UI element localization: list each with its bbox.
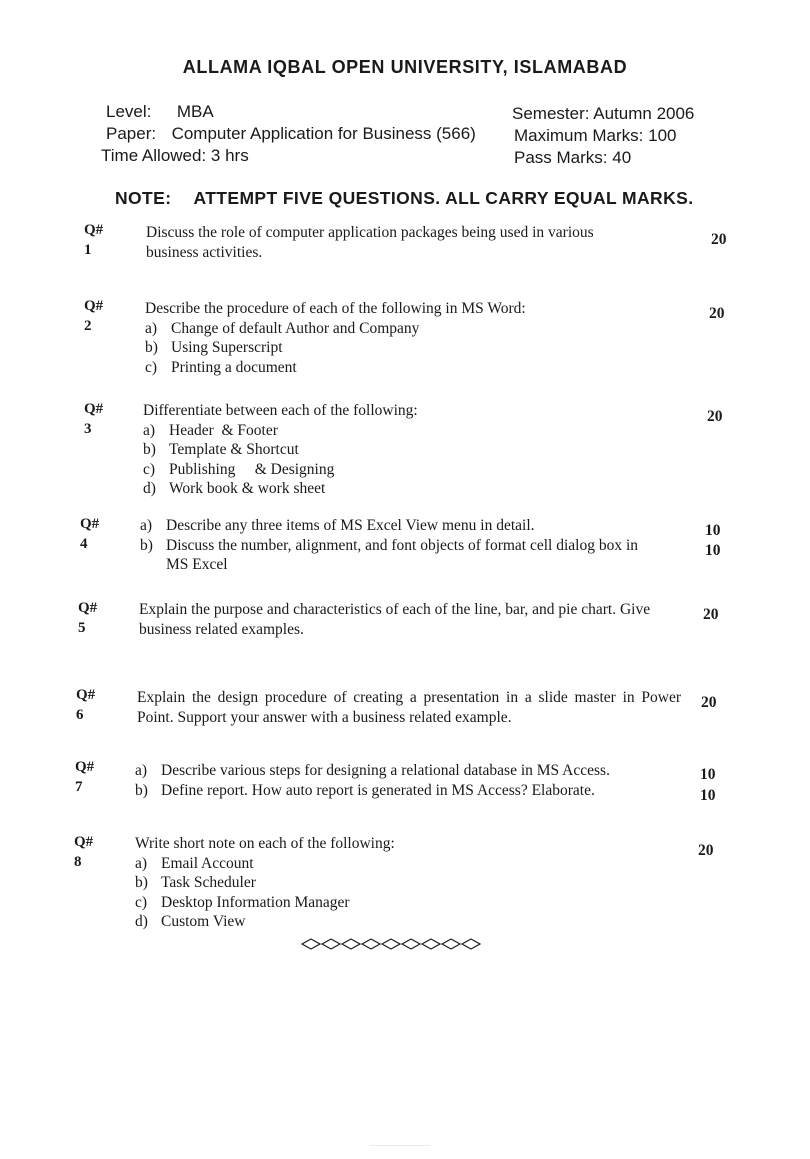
note-label: NOTE: (115, 188, 172, 208)
question-number: Q# 1 (84, 222, 104, 258)
item-text: Task Scheduler (161, 874, 256, 891)
item-text: Change of default Author and Company (171, 319, 420, 337)
item-letter: a) (140, 517, 153, 534)
level-value: MBA (176, 102, 214, 121)
item-text: Define report. How auto report is generated in MS Access? Elaborate. (161, 781, 595, 799)
question-block (140, 516, 660, 575)
item-letter: b) (135, 874, 148, 891)
item-text: Header & Footer (169, 421, 278, 439)
item-letter: c) (143, 460, 156, 478)
note-text: ATTEMPT FIVE QUESTIONS. ALL CARRY EQUAL MARKS. (193, 188, 694, 208)
question-block (143, 401, 663, 499)
list-item (140, 536, 660, 575)
item-letter: b) (135, 781, 148, 799)
university-title: ALLAMA IQBAL OPEN UNIVERSITY, ISLAMABAD (182, 57, 628, 77)
question-text: Explain the design procedure of creating a presentation in a slide master in Power Point. Support your answer with a business related example. (137, 689, 681, 726)
item-letter: b) (143, 441, 156, 458)
question-number: Q# 8 (74, 834, 94, 870)
list-item (145, 319, 665, 339)
question-block (145, 299, 665, 377)
item-text: Template & Shortcut (169, 441, 299, 458)
list-item (143, 440, 663, 460)
list-item (135, 854, 655, 874)
item-letter: b) (140, 536, 153, 554)
question-marks: 20 (701, 694, 717, 711)
item-letter: a) (143, 421, 156, 439)
item-letter: c) (145, 358, 158, 376)
question-number: Q# 4 (80, 516, 100, 552)
question-number: Q# 2 (84, 298, 104, 334)
question-text: Discuss the role of computer application packages being used in various business activities. (146, 224, 594, 261)
question-marks: 20 (703, 606, 719, 623)
level-label: Level: (106, 102, 152, 121)
item-marks: 10 (700, 787, 716, 804)
list-item (140, 516, 660, 536)
item-text: Publishing & Designing (169, 460, 335, 478)
note-line (115, 188, 693, 209)
item-marks: 10 (700, 766, 716, 783)
list-item (135, 761, 675, 781)
question-text: Explain the purpose and characteristics of each of the line, bar, and pie chart. Give business related examples. (139, 601, 651, 638)
max-marks-text: Maximum Marks: 100 (514, 126, 677, 145)
question-text: Write short note on each of the following: (135, 835, 395, 852)
item-letter: b) (145, 339, 158, 356)
question-marks: 20 (711, 231, 727, 248)
list-item (143, 421, 663, 441)
item-letter: c) (135, 893, 148, 911)
item-text: Work book & work sheet (169, 480, 326, 497)
question-marks: 20 (698, 842, 714, 859)
time-value: 3 hrs (210, 146, 249, 165)
item-marks: 10 (705, 522, 721, 539)
item-text: Describe any three items of MS Excel View menu in detail. (166, 517, 535, 534)
item-text: Custom View (161, 913, 246, 930)
item-text: Email Account (161, 854, 254, 872)
item-text: Discuss the number, alignment, and font objects of format cell dialog box in MS Excel (166, 536, 639, 573)
question-text: Describe the procedure of each of the following in MS Word: (145, 300, 526, 317)
list-item (135, 781, 675, 801)
question-block (135, 834, 655, 932)
question-number: Q# 6 (76, 687, 96, 723)
list-item (145, 358, 665, 378)
item-letter: d) (135, 913, 148, 930)
list-item (145, 338, 665, 358)
semester-text: Semester: Autumn 2006 (512, 104, 695, 123)
time-line (101, 145, 249, 167)
item-letter: d) (143, 480, 156, 497)
scan-artifact (370, 1145, 430, 1152)
list-item (135, 873, 655, 893)
paper-value: Computer Application for Business (566) (171, 124, 476, 143)
item-text: Printing a document (171, 358, 297, 376)
item-text: Using Superscript (171, 339, 283, 356)
item-text: Desktop Information Manager (161, 893, 350, 911)
list-item (143, 460, 663, 480)
paper-line (106, 123, 476, 145)
question-number: Q# 5 (78, 600, 98, 636)
item-letter: a) (135, 762, 148, 779)
item-marks: 10 (705, 542, 721, 559)
question-number: Q# 7 (75, 759, 95, 795)
list-item (135, 912, 655, 932)
list-item (135, 893, 655, 913)
list-item (143, 479, 663, 499)
question-marks: 20 (709, 305, 725, 322)
question-marks: 20 (707, 408, 723, 425)
level-line (106, 101, 214, 123)
item-text: Describe various steps for designing a relational database in MS Access. (161, 762, 610, 779)
item-letter: a) (145, 319, 158, 337)
question-number: Q# 3 (84, 401, 104, 437)
question-text: Differentiate between each of the following: (143, 402, 418, 419)
item-letter: a) (135, 854, 148, 872)
time-label: Time Allowed: (101, 146, 207, 165)
diamond-chain-icon (300, 935, 490, 953)
question-block (135, 761, 675, 800)
paper-label: Paper: (106, 124, 157, 143)
pass-marks-text: Pass Marks: 40 (514, 148, 632, 167)
